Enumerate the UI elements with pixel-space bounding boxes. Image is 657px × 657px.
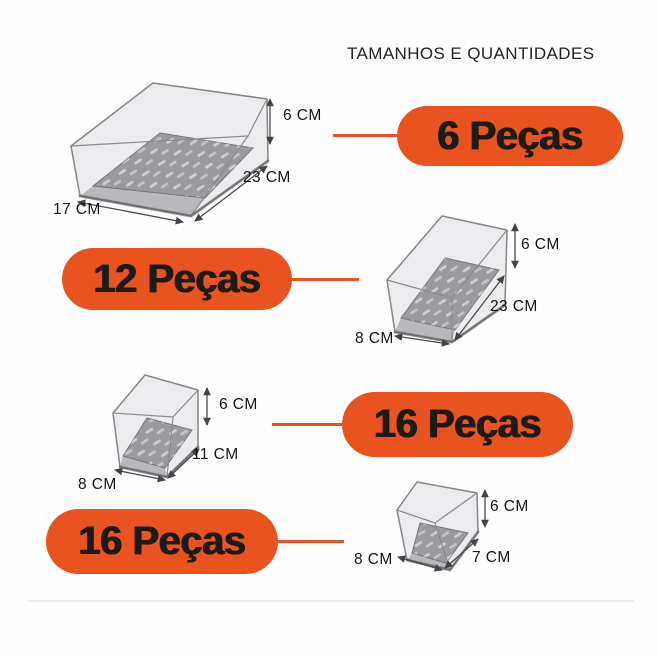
quantity-badge-label: 12 Peças — [93, 256, 261, 301]
quantity-badge-label: 6 Peças — [437, 113, 583, 158]
dim-side-tray2: 23 CM — [490, 298, 538, 315]
dim-height-tray1: 6 CM — [283, 107, 322, 124]
connector-line-tray3 — [272, 423, 344, 426]
dim-height-tray4: 6 CM — [490, 498, 529, 515]
dim-side-tray3: 11 CM — [192, 446, 239, 463]
tray-illustration-8x11 — [105, 372, 220, 490]
quantity-badge-tray3 — [342, 392, 573, 457]
dim-height-tray2: 6 CM — [521, 236, 560, 253]
quantity-badge-label: 16 Peças — [78, 519, 246, 563]
dim-front-tray3: 8 CM — [78, 476, 117, 493]
dim-height-tray3: 6 CM — [219, 396, 258, 413]
bottom-divider — [28, 600, 634, 602]
dim-side-tray4: 7 CM — [472, 549, 511, 566]
quantity-badge-tray4 — [46, 509, 278, 574]
tray-illustration-8x23 — [375, 208, 525, 353]
dim-front-tray2: 8 CM — [355, 330, 394, 347]
quantity-badge-label: 16 Peças — [373, 402, 542, 446]
connector-line-tray4 — [276, 540, 344, 543]
page-title: TAMANHOS E QUANTIDADES — [347, 44, 595, 63]
dim-front-tray4: 8 CM — [354, 551, 393, 568]
connector-line-tray2 — [290, 278, 359, 281]
dim-side-tray1: 23 CM — [243, 169, 291, 186]
dim-front-tray1: 17 CM — [53, 201, 101, 218]
quantity-badge-tray1 — [397, 106, 623, 166]
quantity-badge-tray2 — [62, 248, 292, 310]
connector-line-tray1 — [333, 134, 398, 137]
